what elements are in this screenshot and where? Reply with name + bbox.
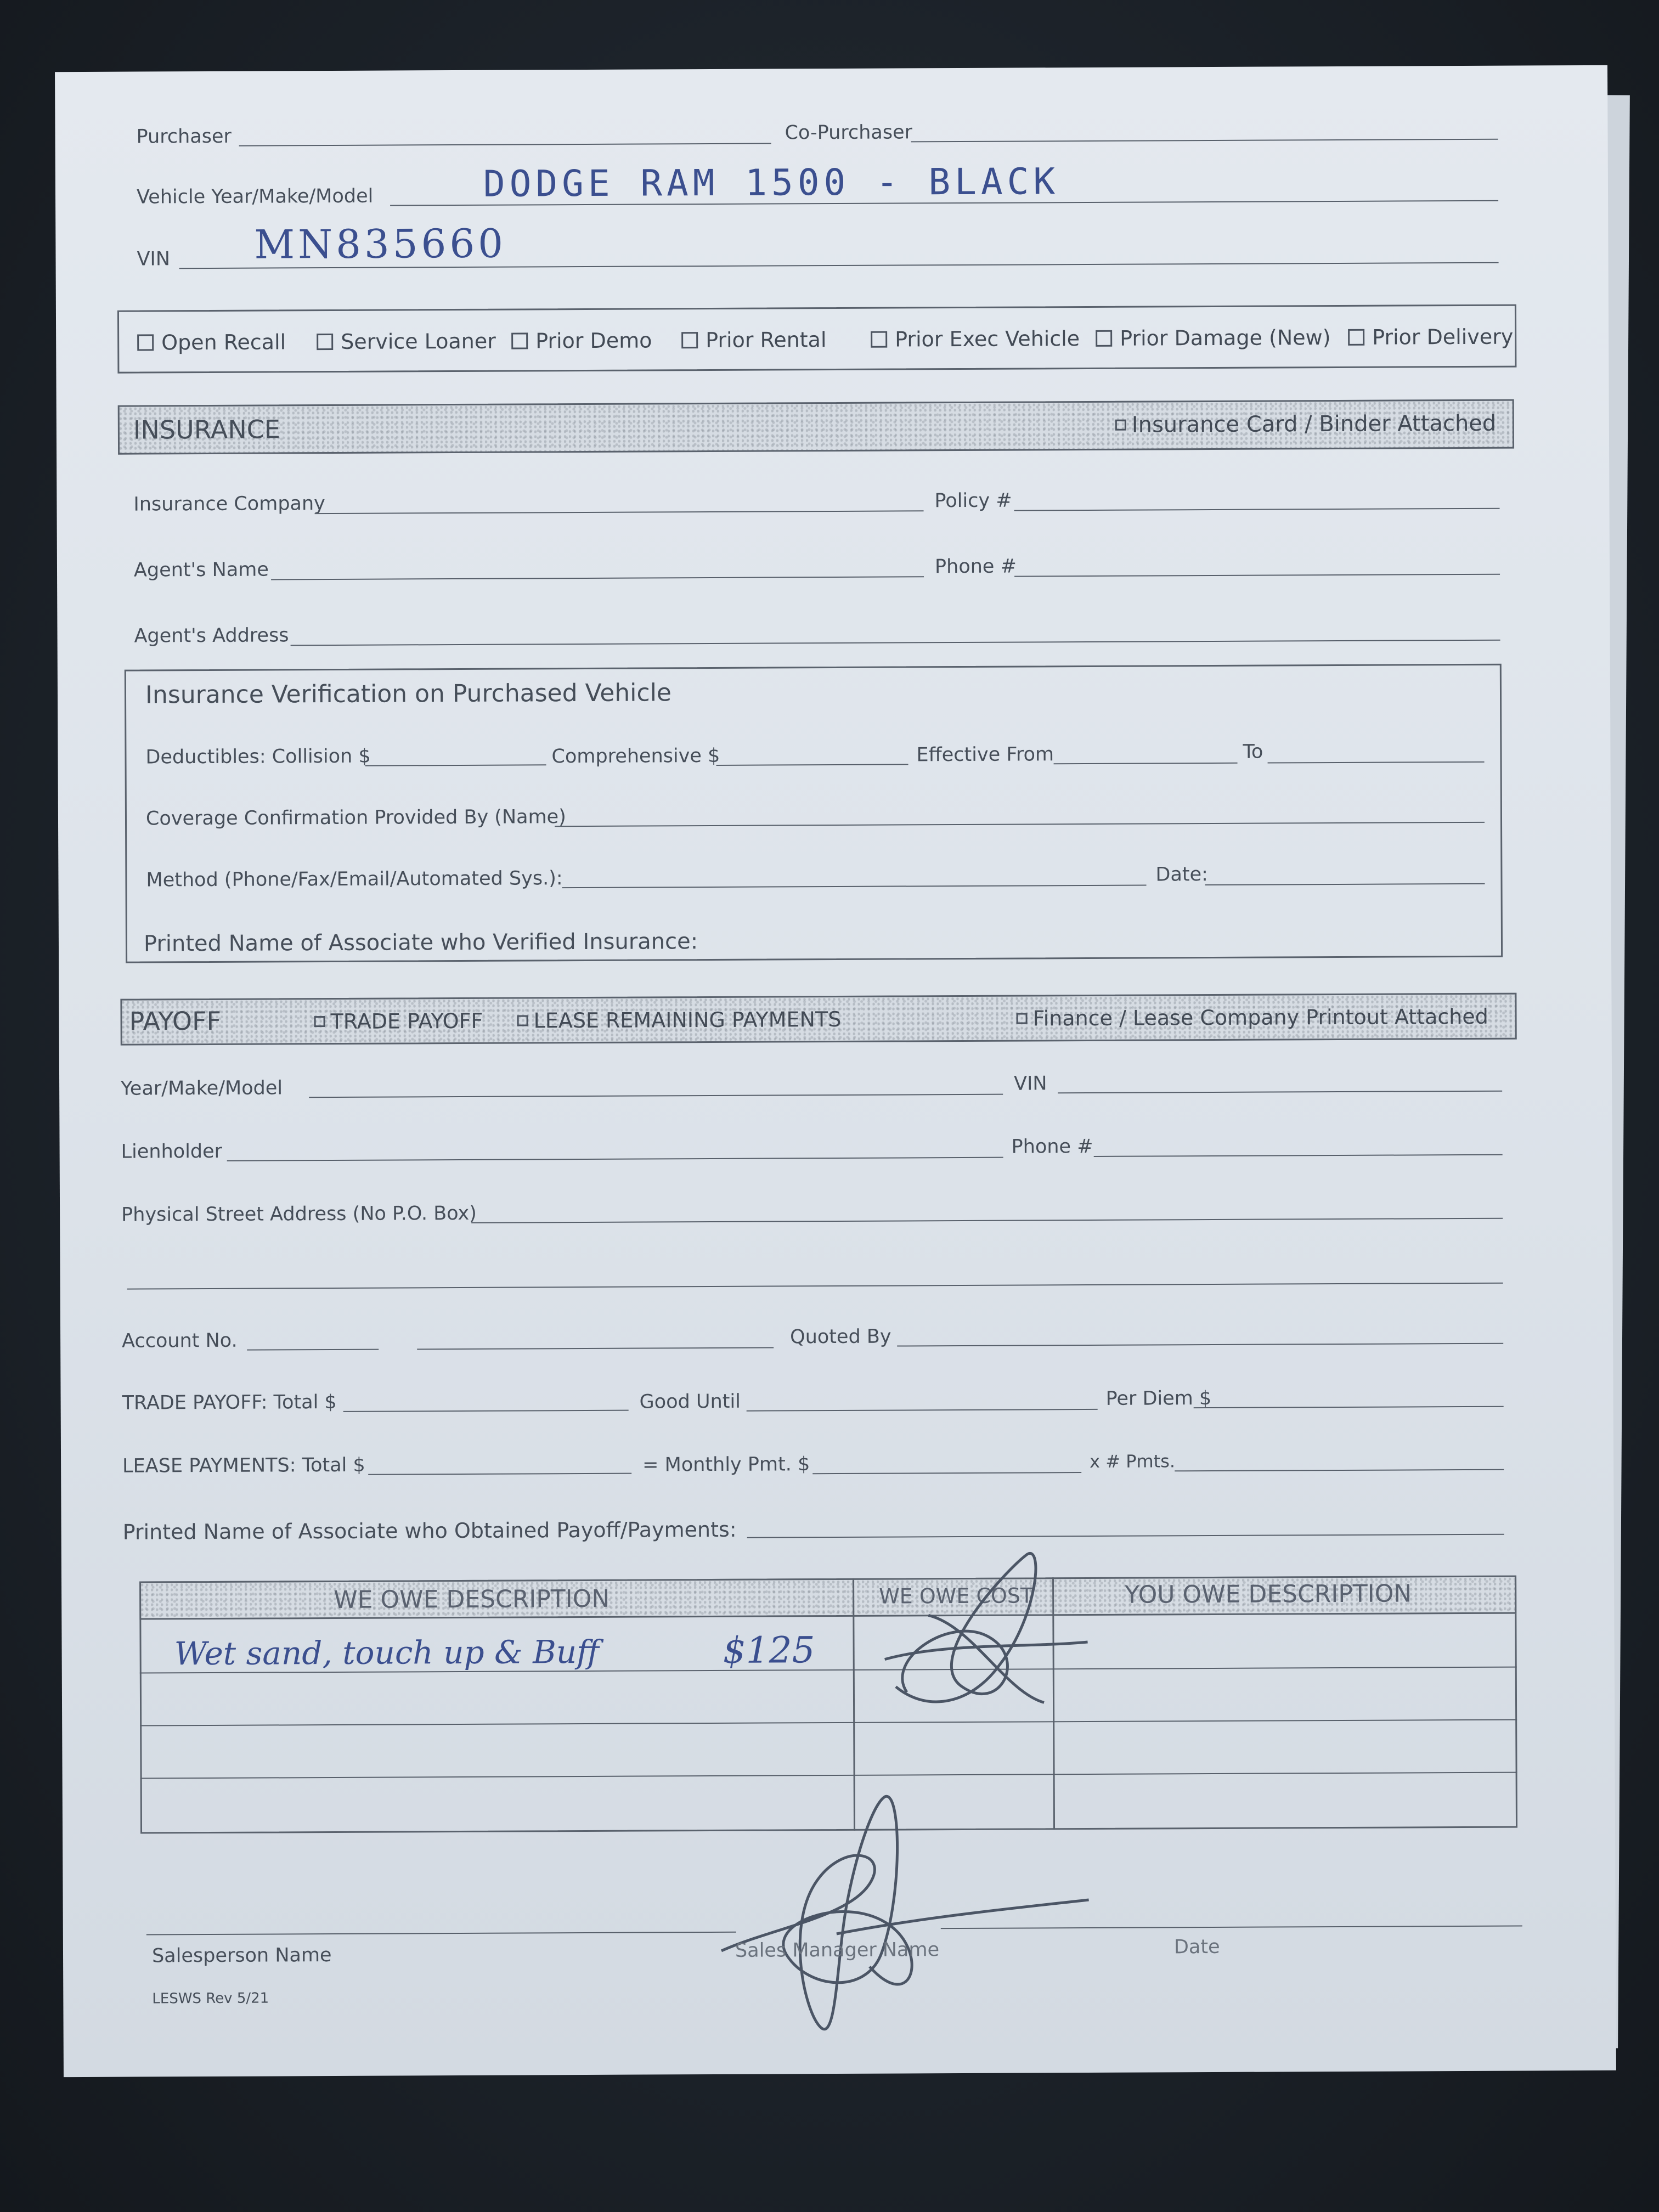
status-check-label: Prior Damage (New) — [1120, 325, 1331, 351]
checkbox-icon — [317, 334, 333, 350]
street-address-field[interactable] — [471, 1218, 1503, 1223]
status-check-label: Prior Exec Vehicle — [895, 326, 1080, 352]
effective-from-label: Effective From — [916, 743, 1054, 766]
checkbox-icon — [517, 1015, 528, 1026]
status-check-label: Prior Rental — [706, 328, 827, 353]
vehicle-label: Vehicle Year/Make/Model — [136, 185, 374, 208]
agent-address-label: Agent's Address — [134, 624, 289, 647]
form-revision: LESWS Rev 5/21 — [152, 1990, 269, 2007]
vin-label: VIN — [137, 248, 171, 270]
status-check-prior-exec-vehicle[interactable] — [871, 328, 1080, 350]
payoff-ymm-field[interactable] — [309, 1094, 1003, 1098]
quoted-by-field[interactable] — [897, 1343, 1503, 1347]
checkbox-icon — [1017, 1013, 1028, 1024]
salesperson-label: Salesperson Name — [151, 1944, 332, 1967]
monthly-pmt-field[interactable] — [812, 1472, 1081, 1474]
verification-title: Insurance Verification on Purchased Vehicle — [145, 679, 672, 709]
insurance-company-field[interactable] — [315, 510, 924, 514]
street-address-field-line2[interactable] — [127, 1283, 1503, 1290]
purchaser-field[interactable] — [239, 143, 771, 146]
status-check-label: Service Loaner — [341, 329, 496, 354]
row1-cost: $125 — [723, 1629, 815, 1672]
purchaser-label: Purchaser — [136, 125, 232, 148]
col-we-owe-cost: WE OWE COST — [879, 1583, 1034, 1609]
we-owe-form — [55, 65, 1616, 2077]
payoff-title: PAYOFF — [129, 1006, 222, 1036]
lease-total-field[interactable] — [368, 1473, 631, 1475]
per-diem-label: Per Diem $ — [1105, 1387, 1212, 1410]
method-label: Method (Phone/Fax/Email/Automated Sys.): — [146, 867, 563, 891]
printout-attached-label: Finance / Lease Company Printout Attached — [1032, 1004, 1488, 1031]
vin-handwritten: MN835660 — [254, 220, 507, 268]
trade-total-label: TRADE PAYOFF: Total $ — [122, 1391, 337, 1414]
payoff-vin-field[interactable] — [1058, 1091, 1502, 1094]
status-check-open-recall[interactable] — [137, 331, 286, 353]
row1-description: Wet sand, touch up & Buff — [174, 1633, 600, 1673]
lienholder-field[interactable] — [227, 1157, 1003, 1161]
good-until-label: Good Until — [639, 1390, 741, 1413]
lienholder-label: Lienholder — [121, 1140, 223, 1163]
trade-payoff-checkbox[interactable] — [314, 1008, 483, 1034]
obtained-by-label: Printed Name of Associate who Obtained Payoff/Payments: — [122, 1517, 737, 1544]
good-until-field[interactable] — [747, 1409, 1098, 1412]
num-pmts-label: x # Pmts. — [1090, 1451, 1176, 1472]
vehicle-handwritten: DODGE RAM 1500 - BLACK — [483, 160, 1060, 205]
checkbox-icon — [1348, 329, 1364, 346]
status-check-service-loaner[interactable] — [317, 331, 496, 352]
agent-address-field[interactable] — [291, 640, 1500, 646]
account-field-extra[interactable] — [417, 1347, 774, 1350]
manager-label: Sales Manager Name — [735, 1939, 940, 1962]
agent-phone-label: Phone # — [934, 555, 1017, 578]
insurance-card-attached-checkbox[interactable] — [1115, 410, 1497, 438]
agent-name-label: Agent's Name — [133, 558, 269, 582]
initials-signature — [862, 1549, 1093, 1731]
checkbox-icon — [1096, 330, 1112, 347]
street-address-label: Physical Street Address (No P.O. Box) — [121, 1202, 477, 1226]
checkbox-icon — [511, 332, 528, 349]
status-check-prior-damage-new[interactable] — [1096, 327, 1331, 349]
effective-to-label: To — [1243, 741, 1263, 763]
insurance-card-attached-label: Insurance Card / Binder Attached — [1131, 410, 1497, 438]
checkbox-icon — [871, 331, 887, 348]
obtained-by-field[interactable] — [747, 1534, 1504, 1538]
copurchaser-field[interactable] — [911, 139, 1498, 143]
status-check-label: Open Recall — [161, 330, 286, 355]
payoff-vin-label: VIN — [1014, 1073, 1047, 1095]
salesperson-field[interactable] — [146, 1932, 736, 1936]
verified-by-label: Printed Name of Associate who Verified Insurance: — [143, 929, 698, 957]
payoff-ymm-label: Year/Make/Model — [121, 1077, 283, 1100]
verification-date-label: Date: — [1155, 864, 1208, 886]
trade-payoff-label: TRADE PAYOFF — [330, 1008, 483, 1034]
lease-remaining-label: LEASE REMAINING PAYMENTS — [533, 1007, 842, 1033]
policy-field[interactable] — [1014, 508, 1500, 511]
num-pmts-field[interactable] — [1175, 1469, 1504, 1472]
lease-remaining-checkbox[interactable] — [517, 1009, 842, 1031]
agent-phone-field[interactable] — [1014, 574, 1500, 577]
monthly-pmt-label: = Monthly Pmt. $ — [642, 1453, 810, 1476]
checkbox-icon — [314, 1016, 325, 1027]
status-check-prior-demo[interactable] — [511, 330, 652, 351]
account-label: Account No. — [122, 1329, 238, 1352]
agent-name-field[interactable] — [271, 576, 924, 580]
coverage-label: Coverage Confirmation Provided By (Name) — [145, 806, 566, 830]
checkbox-icon — [137, 334, 154, 351]
printout-attached-checkbox[interactable] — [1017, 1006, 1488, 1029]
status-check-prior-delivery[interactable] — [1348, 326, 1513, 348]
comprehensive-label: Comprehensive $ — [551, 744, 720, 768]
col-you-owe-description: YOU OWE DESCRIPTION — [1125, 1579, 1412, 1609]
manager-signature — [704, 1790, 1101, 2033]
status-check-prior-rental[interactable] — [681, 329, 826, 351]
status-check-label: Prior Demo — [535, 328, 652, 353]
status-check-label: Prior Delivery — [1372, 324, 1514, 349]
trade-total-field[interactable] — [343, 1410, 629, 1412]
lienholder-phone-label: Phone # — [1011, 1135, 1093, 1158]
col-we-owe-description: WE OWE DESCRIPTION — [334, 1584, 610, 1615]
lease-total-label: LEASE PAYMENTS: Total $ — [122, 1454, 365, 1477]
checkbox-icon — [681, 332, 698, 348]
per-diem-field[interactable] — [1194, 1406, 1504, 1408]
quoted-by-label: Quoted By — [790, 1325, 891, 1348]
signature-date-label: Date — [1173, 1936, 1220, 1959]
copurchaser-label: Co-Purchaser — [785, 121, 913, 144]
collision-label: Deductibles: Collision $ — [145, 745, 371, 769]
insurance-company-label: Insurance Company — [133, 493, 325, 516]
policy-label: Policy # — [934, 489, 1012, 512]
lienholder-phone-field[interactable] — [1094, 1154, 1503, 1157]
insurance-title: INSURANCE — [133, 414, 281, 445]
checkbox-icon — [1115, 420, 1126, 431]
account-field[interactable] — [247, 1349, 379, 1351]
